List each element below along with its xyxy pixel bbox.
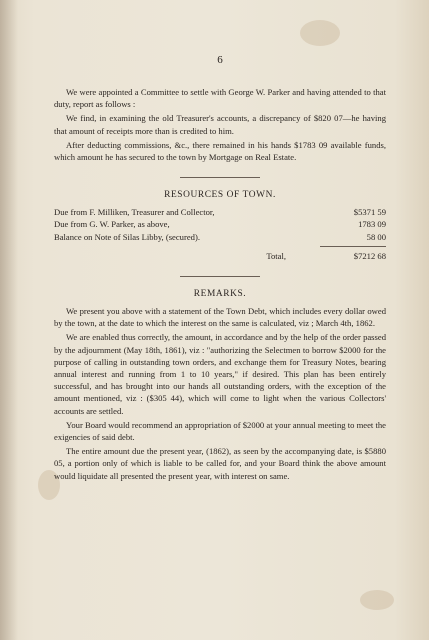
remarks-heading: REMARKS. — [193, 289, 247, 300]
total-row — [54, 250, 386, 262]
remarks-paragraph: Your Board would recommend an appropriation of $2000 at your annual meeting to meet the exigencies of said debt. — [54, 419, 386, 443]
resource-label: Due from G. W. Parker, as above, — [54, 219, 170, 230]
total-label: Total, — [266, 250, 286, 261]
resources-table — [54, 206, 386, 262]
page-edge-shadow — [0, 0, 18, 640]
resources-heading: RESOURCES OF TOWN. — [164, 190, 276, 201]
intro-paragraph: We were appointed a Committee to settle with George W. Parker and having attended to that duty, report as follows : — [54, 87, 386, 110]
intro-paragraph: We find, in examining the old Treasurer's accounts, a discrepancy of $820 07—he having that amount of receipts more than is credited to him. — [54, 113, 386, 136]
remarks-paragraph: We are enabled thus correctly, the amount, in accordance and by the help of the order passed by the adjournment (May 18th, 1861), viz : "authorizing the Selectmen to borrow $2000 for the purpose of calling in outstanding town orders, and exchange them for Treasury Notes, bearing annual interest and running from 1 to 10 years," if desired. This plan has been entirely successful, and has brought into our hands all outstanding orders, with the exception of the amount mentioned, viz : ($305 44), which will come to light when the various Collectors' accounts are settled. — [54, 332, 386, 416]
section-divider — [180, 177, 260, 178]
resource-label: Balance on Note of Silas Libby, (secured). — [54, 231, 200, 242]
resource-row — [54, 206, 386, 218]
resource-amount: $5371 59 — [353, 207, 386, 218]
resource-amount: 1783 09 — [358, 219, 386, 230]
paper-stain — [360, 590, 394, 610]
page-content — [54, 54, 386, 482]
total-rule — [320, 246, 386, 247]
resource-amount: 58 00 — [366, 231, 386, 242]
section-divider — [180, 276, 260, 277]
resource-row — [54, 231, 386, 243]
remarks-paragraph: We present you above with a statement of the Town Debt, which includes every dollar owed by the town, at the date to which the interest on the same is calculated, viz ; March 4th, 1862. — [54, 306, 386, 329]
remarks-paragraph: The entire amount due the present year, (1862), as seen by the accompanying date, is $5880 05, a portion only of which is liable to be called for, and your Board think the above amount would liquidate all presented the present year, with interest on same. — [54, 446, 386, 481]
resource-row — [54, 218, 386, 230]
intro-paragraph: After deducting commissions, &c., there remained in his hands $1783 09 available funds, which amount he has secured to the town by Mortgage on Real Estate. — [54, 139, 386, 163]
paper-stain — [300, 20, 340, 46]
resource-label: Due from F. Milliken, Treasurer and Collector, — [54, 207, 215, 218]
page-number: 6 — [217, 54, 223, 66]
total-amount: $7212 68 — [353, 250, 386, 261]
